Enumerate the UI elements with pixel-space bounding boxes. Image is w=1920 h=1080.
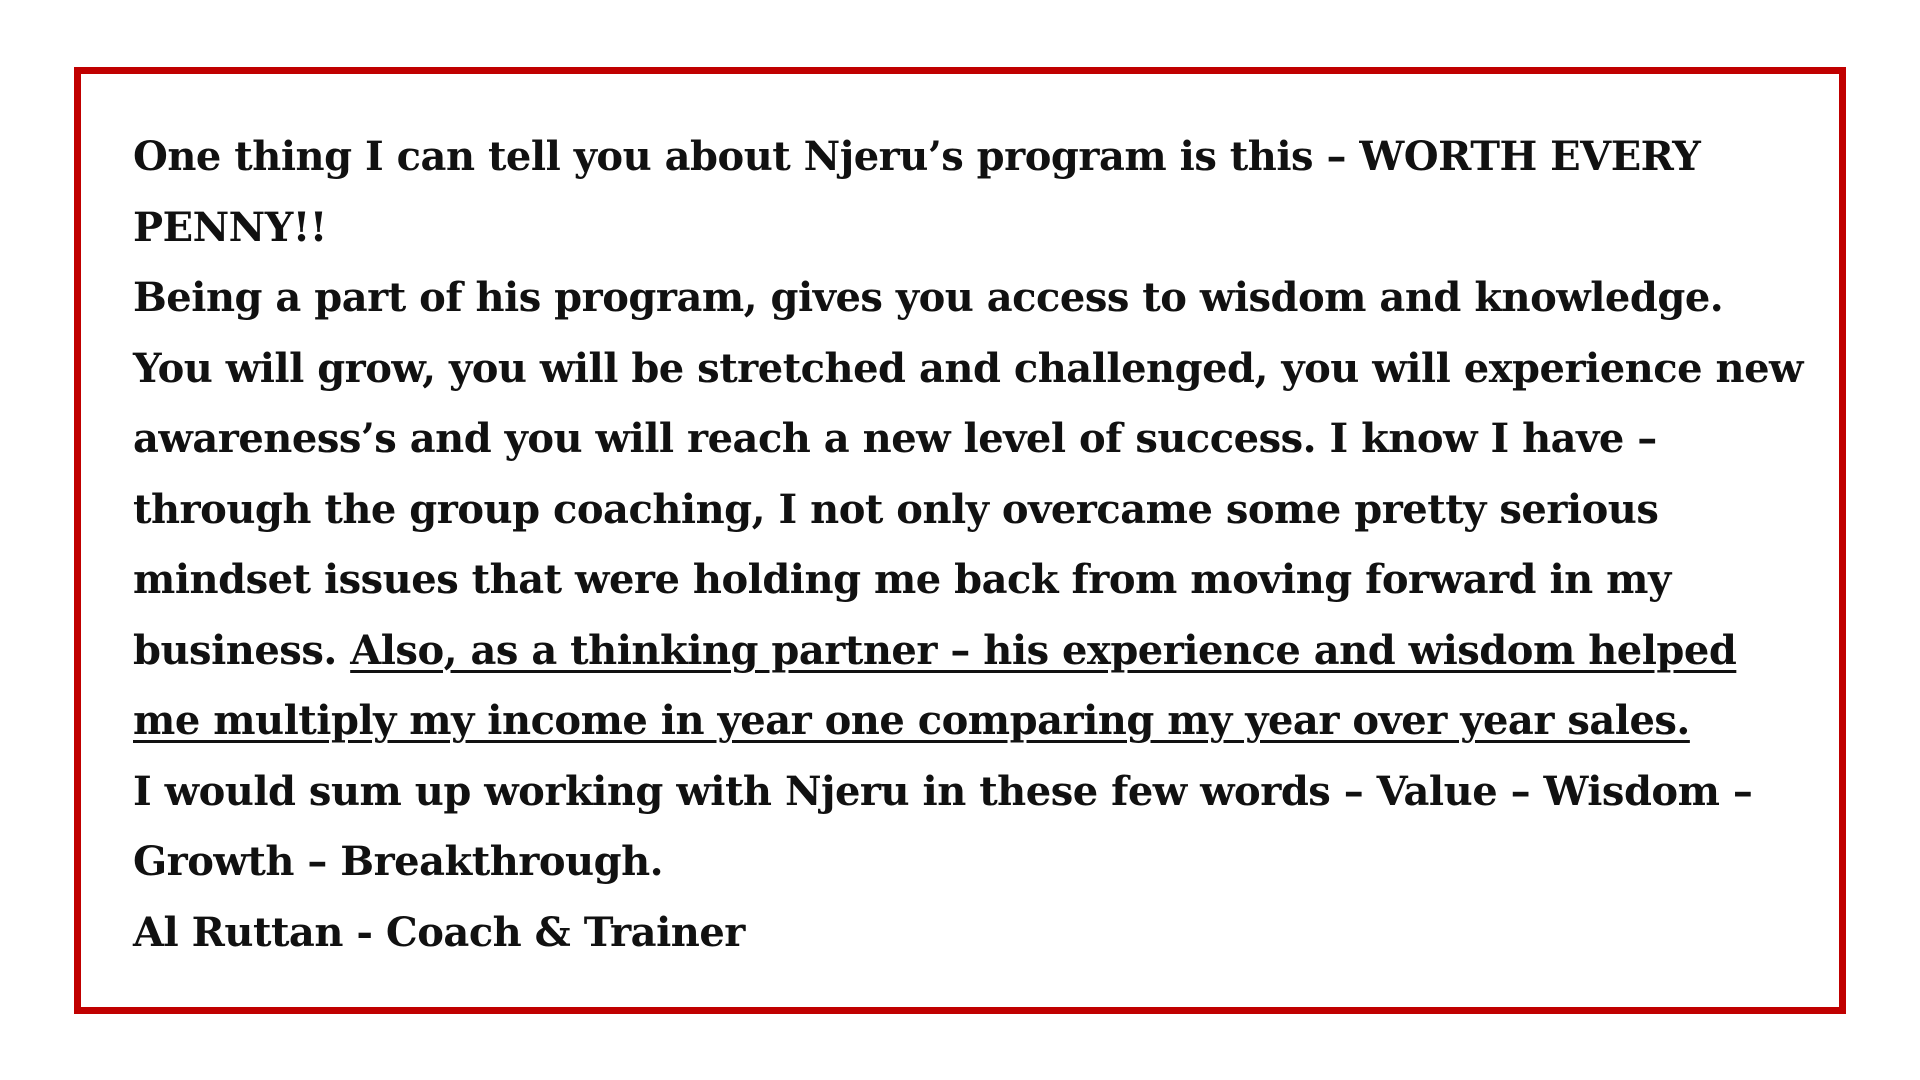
testimonial-highlight-text: Also, as a thinking partner – his experience and wisdom helped me multiply my income in year one comparing my year over year sales. xyxy=(133,626,1737,744)
testimonial-signature: Al Ruttan - Coach & Trainer xyxy=(133,908,745,956)
testimonial-summary: I would sum up working with Njeru in these few words – Value – Wisdom – Growth – Breakthrough. xyxy=(133,767,1753,885)
testimonial-frame xyxy=(74,67,1846,1014)
testimonial-main-paragraph xyxy=(133,263,1813,757)
testimonial-body xyxy=(133,122,1813,968)
testimonial-opening: One thing I can tell you about Njeru’s program is this – WORTH EVERY PENNY!! xyxy=(133,133,1701,251)
testimonial-main-text: Being a part of his program, gives you access to wisdom and knowledge. You will grow, you will be stretched and challenged, you will experience new awareness’s and you will reach a new level of success. I know I have – through the group coaching, I not only overcame some pretty serious mindset issues that were holding me back from moving forward in my business. xyxy=(133,274,1803,674)
